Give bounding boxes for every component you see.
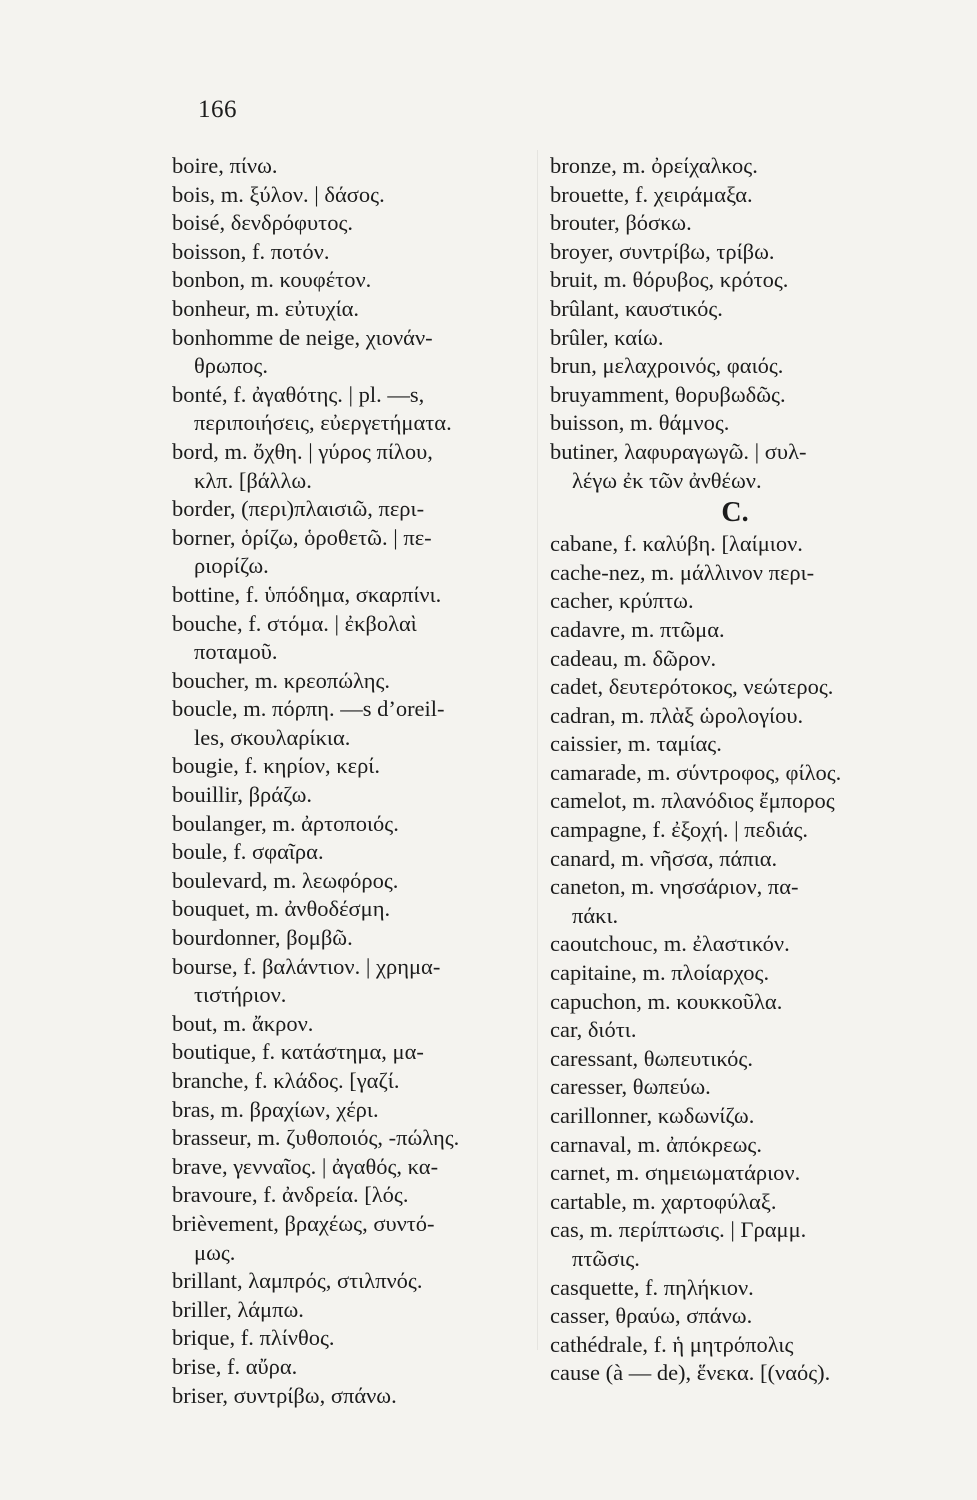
dictionary-entry: brouter, βόσκω.: [550, 210, 692, 236]
dictionary-entry: θρωπος.: [194, 353, 268, 379]
dictionary-entry: brise, f. αὔρα.: [172, 1353, 298, 1379]
dictionary-entry: boisé, δενδρόφυτος.: [172, 210, 353, 236]
dictionary-entry: bourdonner, βομβῶ.: [172, 925, 353, 951]
dictionary-entry: bravoure, f. ἀνδρεία. [λός.: [172, 1182, 409, 1208]
dictionary-entry: caoutchouc, m. ἐλαστικόν.: [550, 931, 790, 957]
dictionary-entry: cadet, δευτερότοκος, νεώτερος.: [550, 674, 834, 700]
dictionary-entry: bottine, f. ὑπόδημα, σκαρπίνι.: [172, 581, 442, 607]
dictionary-entry: bouche, f. στόμα. | ἐκβολαὶ: [172, 610, 417, 636]
dictionary-entry: brouette, f. χειράμαξα.: [550, 181, 753, 207]
dictionary-entry: λέγω ἐκ τῶν ἀνθέων.: [572, 467, 762, 493]
dictionary-entry: cadeau, m. δῶρον.: [550, 645, 717, 671]
dictionary-entry: ριορίζω.: [194, 553, 269, 579]
dictionary-entry: brique, f. πλίνθος.: [172, 1325, 335, 1351]
dictionary-entry: boutique, f. κατάστημα, μα-: [172, 1039, 424, 1065]
dictionary-entry: campagne, f. ἐξοχή. | πεδιάς.: [550, 817, 809, 843]
dictionary-entry: πτῶσις.: [572, 1245, 640, 1271]
dictionary-entry: boule, f. σφαῖρα.: [172, 839, 324, 865]
dictionary-entry: briller, λάμπω.: [172, 1296, 304, 1322]
dictionary-entry: μως.: [194, 1239, 236, 1265]
dictionary-entry: branche, f. κλάδος. [γαζί.: [172, 1068, 400, 1093]
dictionary-entry: caneton, m. νησσάριον, πα-: [550, 874, 799, 900]
dictionary-entry: bonheur, m. εὐτυχία.: [172, 295, 360, 321]
dictionary-entry: cadavre, m. πτῶμα.: [550, 616, 725, 642]
left-column: [172, 152, 530, 1410]
dictionary-entry: bonbon, m. κουφέτον.: [172, 267, 372, 293]
dictionary-entry: brun, μελαχροινός, φαιός.: [550, 353, 784, 379]
dictionary-entry: bourse, f. βαλάντιον. | χρημα-: [172, 953, 441, 979]
dictionary-entry: τιστήριον.: [194, 982, 287, 1008]
right-column: [550, 152, 920, 1388]
dictionary-entry: cas, m. περίπτωσις. | Γραμμ.: [550, 1217, 807, 1243]
dictionary-entry: πάκι.: [572, 902, 619, 928]
dictionary-entry: boucher, m. κρεοπώλης.: [172, 667, 391, 693]
dictionary-entry: casquette, f. πηλήκιον.: [550, 1274, 754, 1300]
dictionary-entry: broyer, συντρίβω, τρίβω.: [550, 238, 775, 264]
dictionary-entry: cabane, f. καλύβη. [λαίμιον.: [550, 531, 803, 557]
dictionary-entry: cartable, m. χαρτοφύλαξ.: [550, 1188, 777, 1214]
dictionary-entry: brièvement, βραχέως, συντό-: [172, 1210, 435, 1236]
dictionary-entry: carnet, m. σημειωματάριον.: [550, 1160, 801, 1186]
dictionary-entry: boucle, m. πόρπη. —s d’oreil-: [172, 696, 445, 722]
column-gutter: [537, 150, 538, 1350]
dictionary-entry: bouillir, βράζω.: [172, 782, 312, 808]
dictionary-entry: casser, θραύω, σπάνω.: [550, 1303, 753, 1329]
dictionary-entry: bras, m. βραχίων, χέρι.: [172, 1096, 379, 1122]
dictionary-entry: cathédrale, f. ἡ μητρόπολις: [550, 1331, 794, 1357]
dictionary-entry: bord, m. ὄχθη. | γύρος πίλου,: [172, 438, 433, 464]
dictionary-entry: car, διότι.: [550, 1017, 637, 1043]
dictionary-entry: briser, συντρίβω, σπάνω.: [172, 1382, 397, 1408]
dictionary-entry: cadran, m. πλὰξ ὡρολογίου.: [550, 702, 804, 728]
dictionary-entry: buisson, m. θάμνος.: [550, 410, 730, 436]
dictionary-entry: bout, m. ἄκρον.: [172, 1010, 314, 1036]
dictionary-entry: brave, γενναῖος. | ἀγαθός, κα-: [172, 1153, 439, 1179]
dictionary-entry: boire, πίνω.: [172, 153, 278, 178]
dictionary-entry: bouquet, m. ἀνθοδέσμη.: [172, 896, 391, 922]
dictionary-entry: bruit, m. θόρυβος, κρότος.: [550, 267, 789, 293]
dictionary-entry: carnaval, m. ἀπόκρεως.: [550, 1131, 762, 1157]
dictionary-entry: cacher, κρύπτω.: [550, 588, 694, 614]
dictionary-entry: boisson, f. ποτόν.: [172, 238, 330, 264]
section-header: C.: [721, 497, 749, 529]
dictionary-entry: les, σκουλαρίκια.: [194, 724, 351, 750]
dictionary-entry: brûler, καίω.: [550, 324, 664, 350]
dictionary-entry: περιποιήσεις, εὐεργετήματα.: [194, 410, 452, 436]
dictionary-entry: brillant, λαμπρός, στιλπνός.: [172, 1268, 423, 1294]
dictionary-entry: bougie, f. κηρίον, κερί.: [172, 753, 380, 779]
dictionary-entry: camelot, m. πλανόδιος ἔμπορος: [550, 788, 835, 814]
dictionary-entry: bonté, f. ἀγαθότης. | pl. —s,: [172, 381, 425, 407]
page-number: 166: [198, 96, 237, 123]
dictionary-entry: border, (περι)πλαισιῶ, περι-: [172, 496, 425, 522]
dictionary-entry: caresser, θωπεύω.: [550, 1074, 711, 1100]
dictionary-entry: borner, ὁρίζω, ὁροθετῶ. | πε-: [172, 524, 432, 550]
dictionary-entry: capitaine, m. πλοίαρχος.: [550, 960, 770, 986]
dictionary-entry: bois, m. ξύλον. | δάσος.: [172, 181, 385, 207]
dictionary-entry: carillonner, κωδωνίζω.: [550, 1103, 755, 1128]
dictionary-entry: bonhomme de neige, χιονάν-: [172, 324, 433, 350]
dictionary-entry: brasseur, m. ζυθοποιός, -πώλης.: [172, 1125, 460, 1151]
dictionary-entry: boulanger, m. ἀρτοποιός.: [172, 810, 399, 836]
dictionary-entry: canard, m. νῆσσα, πάπια.: [550, 845, 778, 871]
dictionary-entry: caissier, m. ταμίας.: [550, 731, 722, 757]
dictionary-entry: cause (à — de), ἕνεκα. [(ναός).: [550, 1360, 831, 1386]
dictionary-entry: ποταμοῦ.: [194, 639, 278, 665]
dictionary-entry: κλπ. [βάλλω.: [194, 467, 312, 493]
dictionary-entry: bronze, m. ὀρείχαλκος.: [550, 153, 758, 178]
dictionary-entry: bruyamment, θορυβωδῶς.: [550, 381, 786, 407]
dictionary-entry: brûlant, καυστικός.: [550, 295, 723, 321]
dictionary-entry: capuchon, m. κουκκοῦλα.: [550, 988, 783, 1014]
dictionary-entry: butiner, λαφυραγωγῶ. | συλ-: [550, 438, 807, 464]
dictionary-entry: camarade, m. σύντροφος, φίλος.: [550, 759, 842, 785]
dictionary-entry: cache-nez, m. μάλλινον περι-: [550, 559, 815, 585]
dictionary-entry: boulevard, m. λεωφόρος.: [172, 867, 399, 893]
dictionary-entry: caressant, θωπευτικός.: [550, 1045, 753, 1071]
